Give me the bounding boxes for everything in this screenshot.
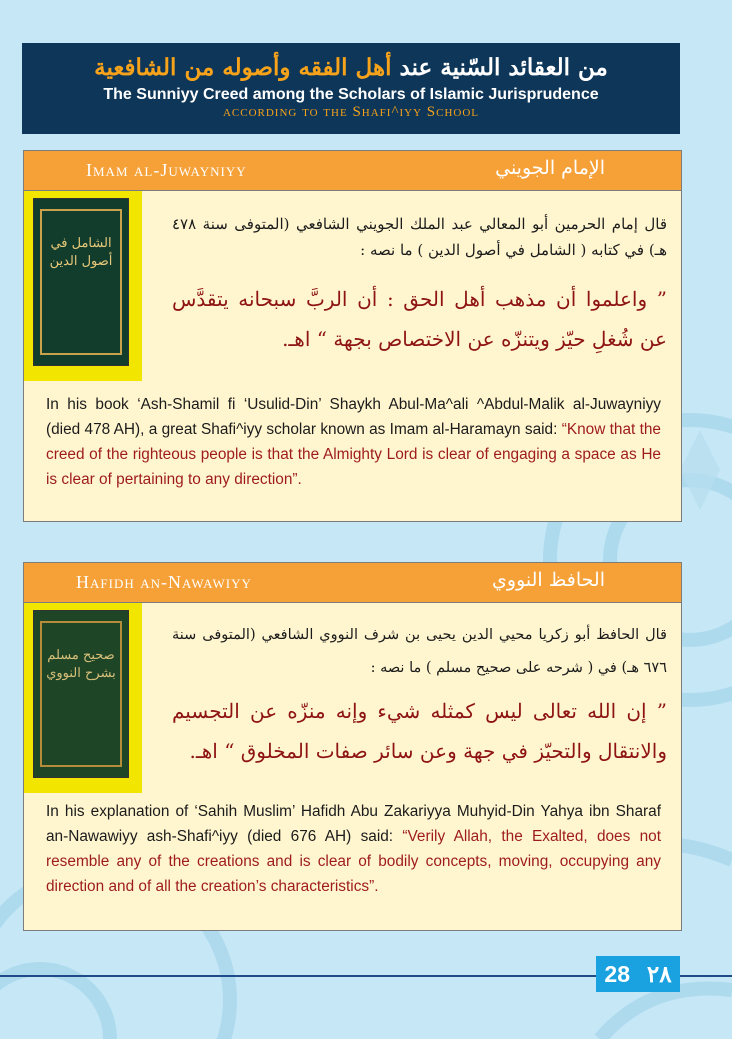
- quote-arabic: ” إن الله تعالى ليس كمثله شيء وإنه منزّه عن التجسيم والانتقال والتحيّز في جهة وعن سائر صفات المخلوق “ اهـ.: [172, 699, 667, 763]
- page-number: [596, 956, 680, 992]
- quote-arabic: ” واعلموا أن مذهب أهل الحق : أن الربَّ سبحانه يتقدَّس عن شُغلِ حيّز ويتنزّه عن الاختصاص بجهة “ اهـ.: [172, 287, 667, 351]
- book-cover-title: الشامل في أصول الدين: [49, 236, 113, 269]
- section-title-english: Hafidh an-Nawawiyy: [76, 572, 252, 592]
- section-card-nawawiyy: [23, 562, 682, 931]
- section-title-arabic: الإمام الجويني: [495, 157, 605, 179]
- header-subtitle-english: The Sunniyy Creed among the Scholars of Islamic Jurisprudence: [103, 86, 599, 103]
- header-subtitle-school: according to the Shafi^iyy School: [222, 104, 480, 120]
- book-cover-title: صحيح مسلم بشرح النووي: [46, 648, 116, 681]
- body-english-plain: In his explanation of ‘Sahih Muslim’ Hafidh Abu Zakariyya Muhyid-Din Yahya ibn Sharaf an-Nawawiyy ash-Shafi^iyy (died 676 AH) said:: [46, 803, 661, 845]
- section-card-juwayniyy: [23, 150, 682, 522]
- body-english: [46, 799, 661, 899]
- intro-arabic: قال إمام الحرمين أبو المعالي عبد الملك الجويني الشافعي (المتوفى سنة ٤٧٨ هـ) في كتابه ( الشامل في أصول الدين ) ما نصه :: [172, 215, 667, 259]
- body-english: [46, 392, 661, 492]
- section-header: [24, 563, 681, 603]
- page-number-english: 28: [604, 960, 631, 987]
- header-title-arabic-accent: أهل الفقه وأصوله من الشافعية: [94, 54, 392, 81]
- section-title-english: Imam al-Juwayniyy: [86, 160, 247, 180]
- section-header: [24, 151, 681, 191]
- section-title-arabic: الحافظ النووي: [492, 569, 605, 591]
- header-title-arabic-main: من العقائد السّنية عند: [399, 54, 608, 81]
- book-cover-frame: [24, 603, 149, 803]
- book-cover-frame: [24, 191, 149, 391]
- header-title-arabic: [22, 53, 680, 83]
- intro-arabic: قال الحافظ أبو زكريا محيي الدين يحيى بن شرف النووي الشافعي (المتوفى سنة ٦٧٦ هـ) في ( شرحه على صحيح مسلم ) ما نصه :: [172, 627, 667, 676]
- page-number-arabic: ٢٨: [646, 960, 672, 987]
- book-cover-image: [33, 198, 129, 366]
- body-english-quote: “Know that the creed of the righteous people is that the Almighty Lord is clear of engaging a space as He is clear of pertaining to any direction”.: [46, 421, 661, 488]
- body-english-quote: “Verily Allah, the Exalted, does not resemble any of the creations and is clear of bodily concepts, moving, occupying any direction and of all the creation’s characteristics”.: [46, 828, 661, 895]
- body-english-plain: In his book ‘Ash-Shamil fi ‘Usulid-Din’ Shaykh Abul-Ma^ali ^Abdul-Malik al-Juwayniyy (died 478 AH), a great Shafi^iyy scholar known as Imam al-Haramayn said:: [46, 396, 661, 438]
- page-header: [22, 43, 680, 134]
- book-cover-image: [33, 610, 129, 778]
